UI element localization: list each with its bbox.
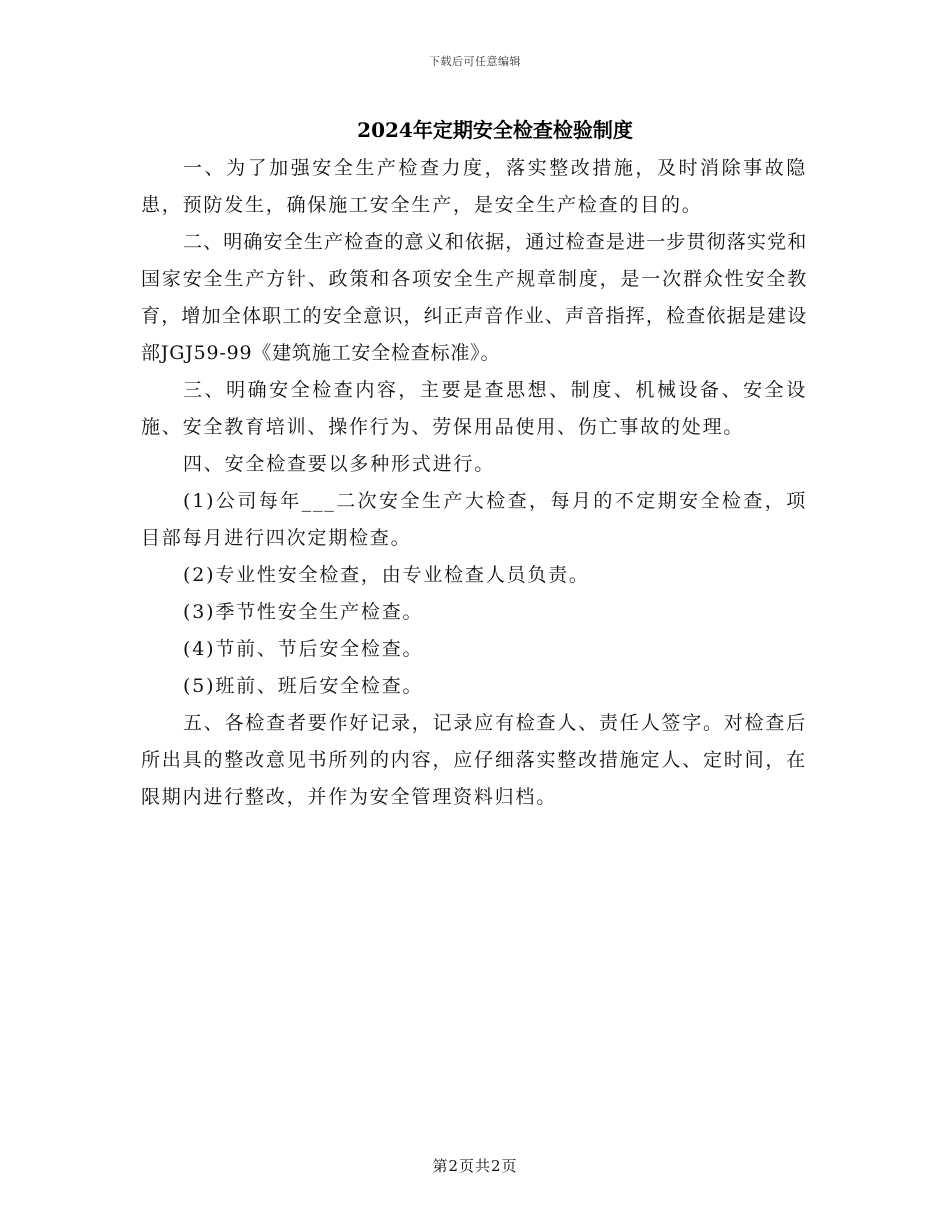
page-number-footer: 第2页共2页 xyxy=(432,1157,518,1175)
list-item-2: (2)专业性安全检查，由专业检查人员负责。 xyxy=(183,564,590,586)
paragraph-3: 三、明确安全检查内容，主要是查思想、制度、机械设备、安全设施、安全教育培训、操作行为、劳保用品使用、伤亡事故的处理。 xyxy=(141,379,807,438)
header-note: 下载后可任意编辑 xyxy=(429,55,521,68)
document-title: 2024年定期安全检查检验制度 xyxy=(357,118,633,142)
document-body xyxy=(141,150,807,816)
list-item-4: (4)节前、节后安全检查。 xyxy=(183,638,424,660)
paragraph-5: 五、各检查者要作好记录，记录应有检查人、责任人签字。对检查后所出具的整改意见书所列的内容，应仔细落实整改措施定人、定时间，在限期内进行整改，并作为安全管理资料归档。 xyxy=(141,712,808,808)
list-item-3: (3)季节性安全生产检查。 xyxy=(183,601,424,623)
paragraph-4: 四、安全检查要以多种形式进行。 xyxy=(183,453,496,475)
paragraph-1: 一、为了加强安全生产检查力度，落实整改措施，及时消除事故隐患，预防发生，确保施工安全生产，是安全生产检查的目的。 xyxy=(141,157,807,216)
list-item-5: (5)班前、班后安全检查。 xyxy=(183,675,424,697)
list-item-1: (1)公司每年___二次安全生产大检查，每月的不定期安全检查，项目部每月进行四次定期检查。 xyxy=(141,490,807,549)
paragraph-2: 二、明确安全生产检查的意义和依据，通过检查是进一步贯彻落实党和国家安全生产方针、政策和各项安全生产规章制度，是一次群众性安全教育，增加全体职工的安全意识，纠正声音作业、声音指挥，检查依据是建设部JGJ59-99《建筑施工安全检查标准》。 xyxy=(141,231,807,364)
